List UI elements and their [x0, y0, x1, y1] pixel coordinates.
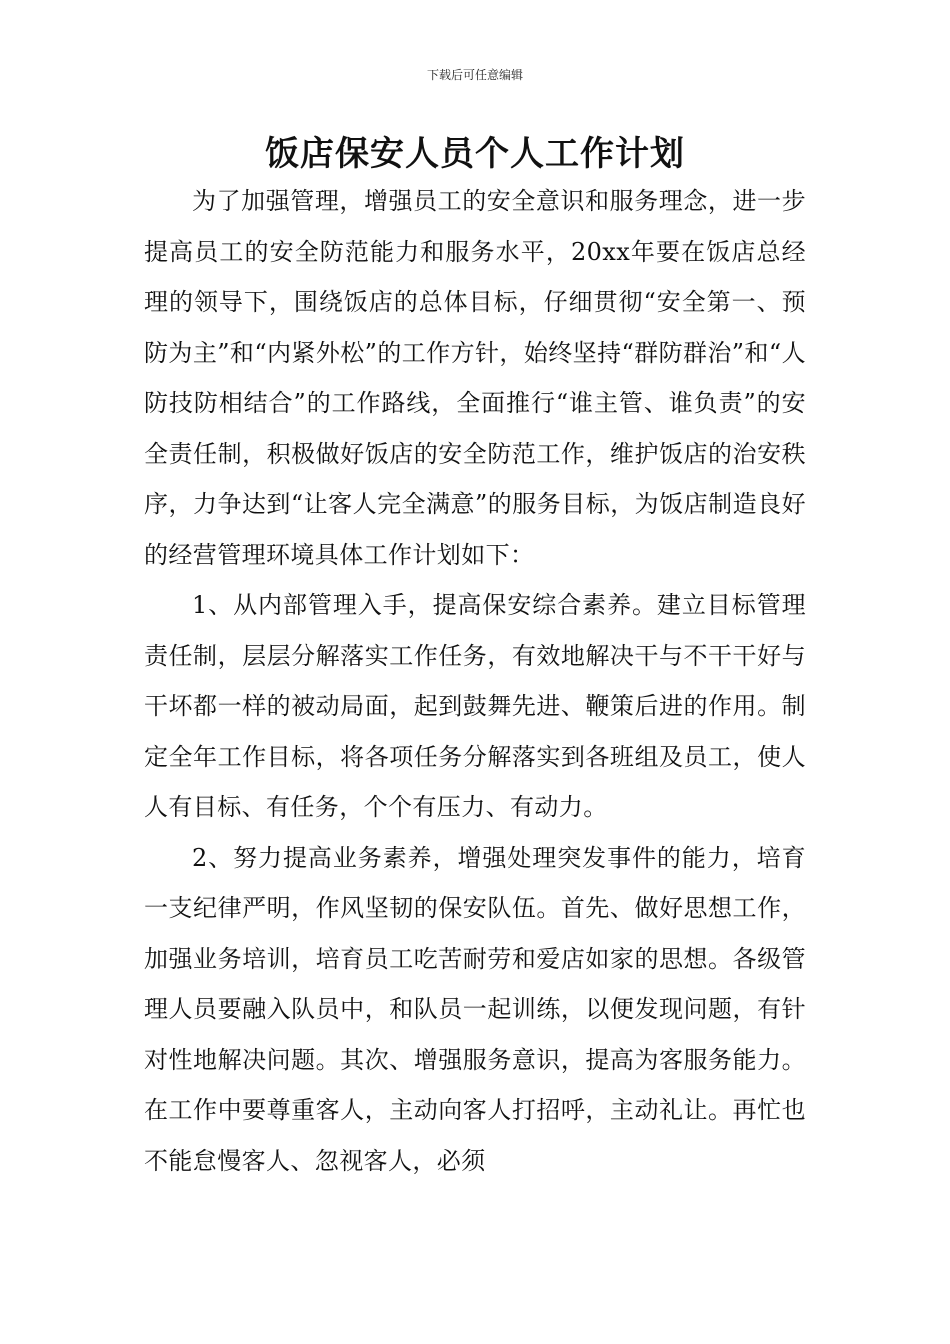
- document-title: 饭店保安人员个人工作计划: [265, 134, 685, 174]
- paragraph-item-2: 2、努力提高业务素养，增强处理突发事件的能力，培育一支纪律严明，作风坚韧的保安队伍。首先、做好思想工作，加强业务培训，培育员工吃苦耐劳和爱店如家的思想。各级管理人员要融入队员中，和队员一起训练，以便发现问题，有针对性地解决问题。其次、增强服务意识，提高为客服务能力。在工作中要尊重客人，主动向客人打招呼，主动礼让。再忙也不能怠慢客人、忽视客人，必须: [144, 843, 806, 1175]
- document-body: [144, 176, 806, 1186]
- header-note: 下载后可任意编辑: [426, 68, 523, 82]
- paragraph-intro: 为了加强管理，增强员工的安全意识和服务理念，进一步提高员工的安全防范能力和服务水平，20xx年要在饭店总经理的领导下，围绕饭店的总体目标，仔细贯彻“安全第一、预防为主”和“内紧外松”的工作方针，始终坚持“群防群治”和“人防技防相结合”的工作路线，全面推行“谁主管、谁负责”的安全责任制，积极做好饭店的安全防范工作，维护饭店的治安秩序，力争达到“让客人完全满意”的服务目标，为饭店制造良好的经营管理环境具体工作计划如下：: [144, 187, 806, 569]
- paragraph-item-1: 1、从内部管理入手，提高保安综合素养。建立目标管理责任制，层层分解落实工作任务，有效地解决干与不干干好与干坏都一样的被动局面，起到鼓舞先进、鞭策后进的作用。制定全年工作目标，将各项任务分解落实到各班组及员工，使人人有目标、有任务，个个有压力、有动力。: [144, 591, 806, 821]
